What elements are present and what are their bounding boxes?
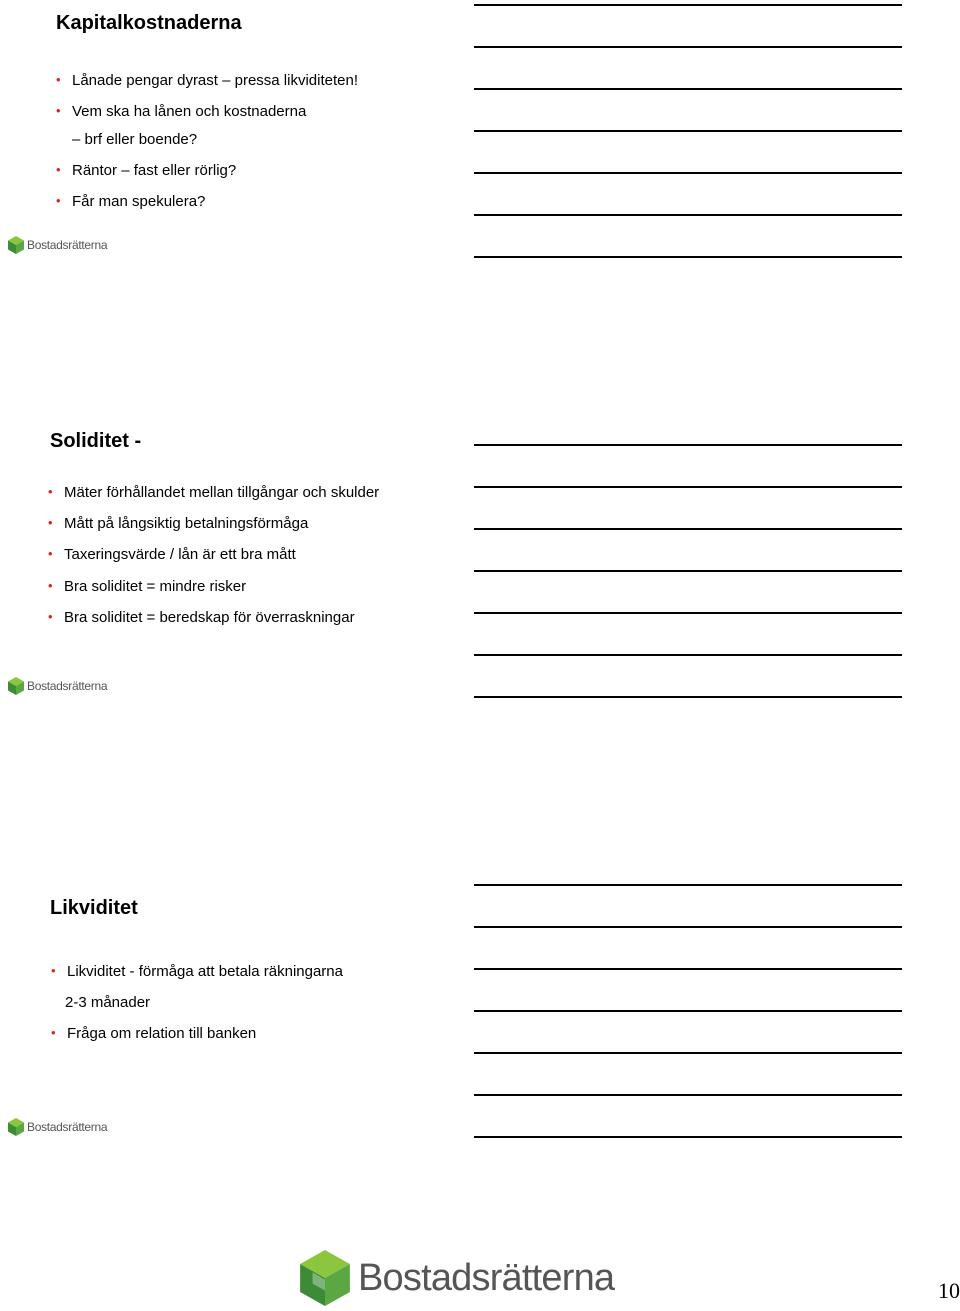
bullet-icon: •	[48, 484, 53, 499]
note-line	[474, 696, 902, 698]
note-line	[474, 968, 902, 970]
note-line	[474, 612, 902, 614]
note-line	[474, 884, 902, 886]
list-item: • Lånade pengar dyrast – pressa likviditeten!	[56, 72, 359, 89]
slide-kapitalkostnaderna	[0, 0, 470, 260]
bullet-icon: •	[56, 193, 61, 208]
note-line	[474, 654, 902, 656]
bullet-icon: •	[51, 1025, 56, 1040]
bostadsratterna-logo: Bostadsrätterna	[8, 677, 107, 695]
slide-likviditet	[0, 880, 470, 1140]
note-line	[474, 1010, 902, 1012]
bullet-icon: •	[48, 515, 53, 530]
list-item: • Likviditet - förmåga att betala räkningarna	[51, 963, 343, 980]
cube-logo-icon	[8, 677, 24, 695]
bullet-icon: •	[56, 72, 61, 87]
note-line	[474, 130, 902, 132]
note-line	[474, 88, 902, 90]
bullet-icon: •	[51, 963, 56, 978]
note-line	[474, 1094, 902, 1096]
note-line	[474, 1052, 902, 1054]
bostadsratterna-logo: Bostadsrätterna	[8, 236, 107, 254]
bullet-icon: •	[56, 162, 61, 177]
slide-title: Likviditet	[50, 897, 138, 919]
note-line	[474, 1136, 902, 1138]
page-number: 10	[938, 1278, 960, 1303]
cube-logo-icon	[8, 236, 24, 254]
slide-title: Soliditet -	[50, 430, 142, 452]
list-item: 2-3 månader	[65, 994, 151, 1011]
note-line	[474, 570, 902, 572]
list-item: • Får man spekulera?	[56, 193, 206, 210]
list-item: • Mäter förhållandet mellan tillgångar och skulder	[48, 484, 380, 501]
note-line	[474, 4, 902, 6]
list-item: • Fråga om relation till banken	[51, 1025, 257, 1042]
slide-soliditet	[0, 420, 470, 700]
list-item: • Bra soliditet = mindre risker	[48, 578, 247, 595]
list-item: – brf eller boende?	[72, 131, 198, 148]
list-item: • Räntor – fast eller rörlig?	[56, 162, 237, 179]
list-item: • Mått på långsiktig betalningsförmåga	[48, 515, 309, 532]
list-item: • Vem ska ha lånen och kostnaderna	[56, 103, 307, 120]
list-item: • Bra soliditet = beredskap för överraskningar	[48, 609, 355, 626]
bullet-icon: •	[48, 609, 53, 624]
bullet-icon: •	[48, 578, 53, 593]
footer-logo: Bostadsrätterna	[300, 1250, 614, 1306]
note-line	[474, 46, 902, 48]
bullet-icon: •	[48, 546, 53, 561]
slide-title: Kapitalkostnaderna	[56, 12, 242, 34]
cube-logo-icon	[300, 1250, 350, 1306]
cube-logo-icon	[8, 1118, 24, 1136]
list-item: • Taxeringsvärde / lån är ett bra mått	[48, 546, 296, 563]
bostadsratterna-logo: Bostadsrätterna	[8, 1118, 107, 1136]
note-line	[474, 926, 902, 928]
note-line	[474, 444, 902, 446]
note-line	[474, 172, 902, 174]
note-line	[474, 214, 902, 216]
bullet-icon: •	[56, 103, 61, 118]
note-line	[474, 256, 902, 258]
note-line	[474, 528, 902, 530]
note-line	[474, 486, 902, 488]
